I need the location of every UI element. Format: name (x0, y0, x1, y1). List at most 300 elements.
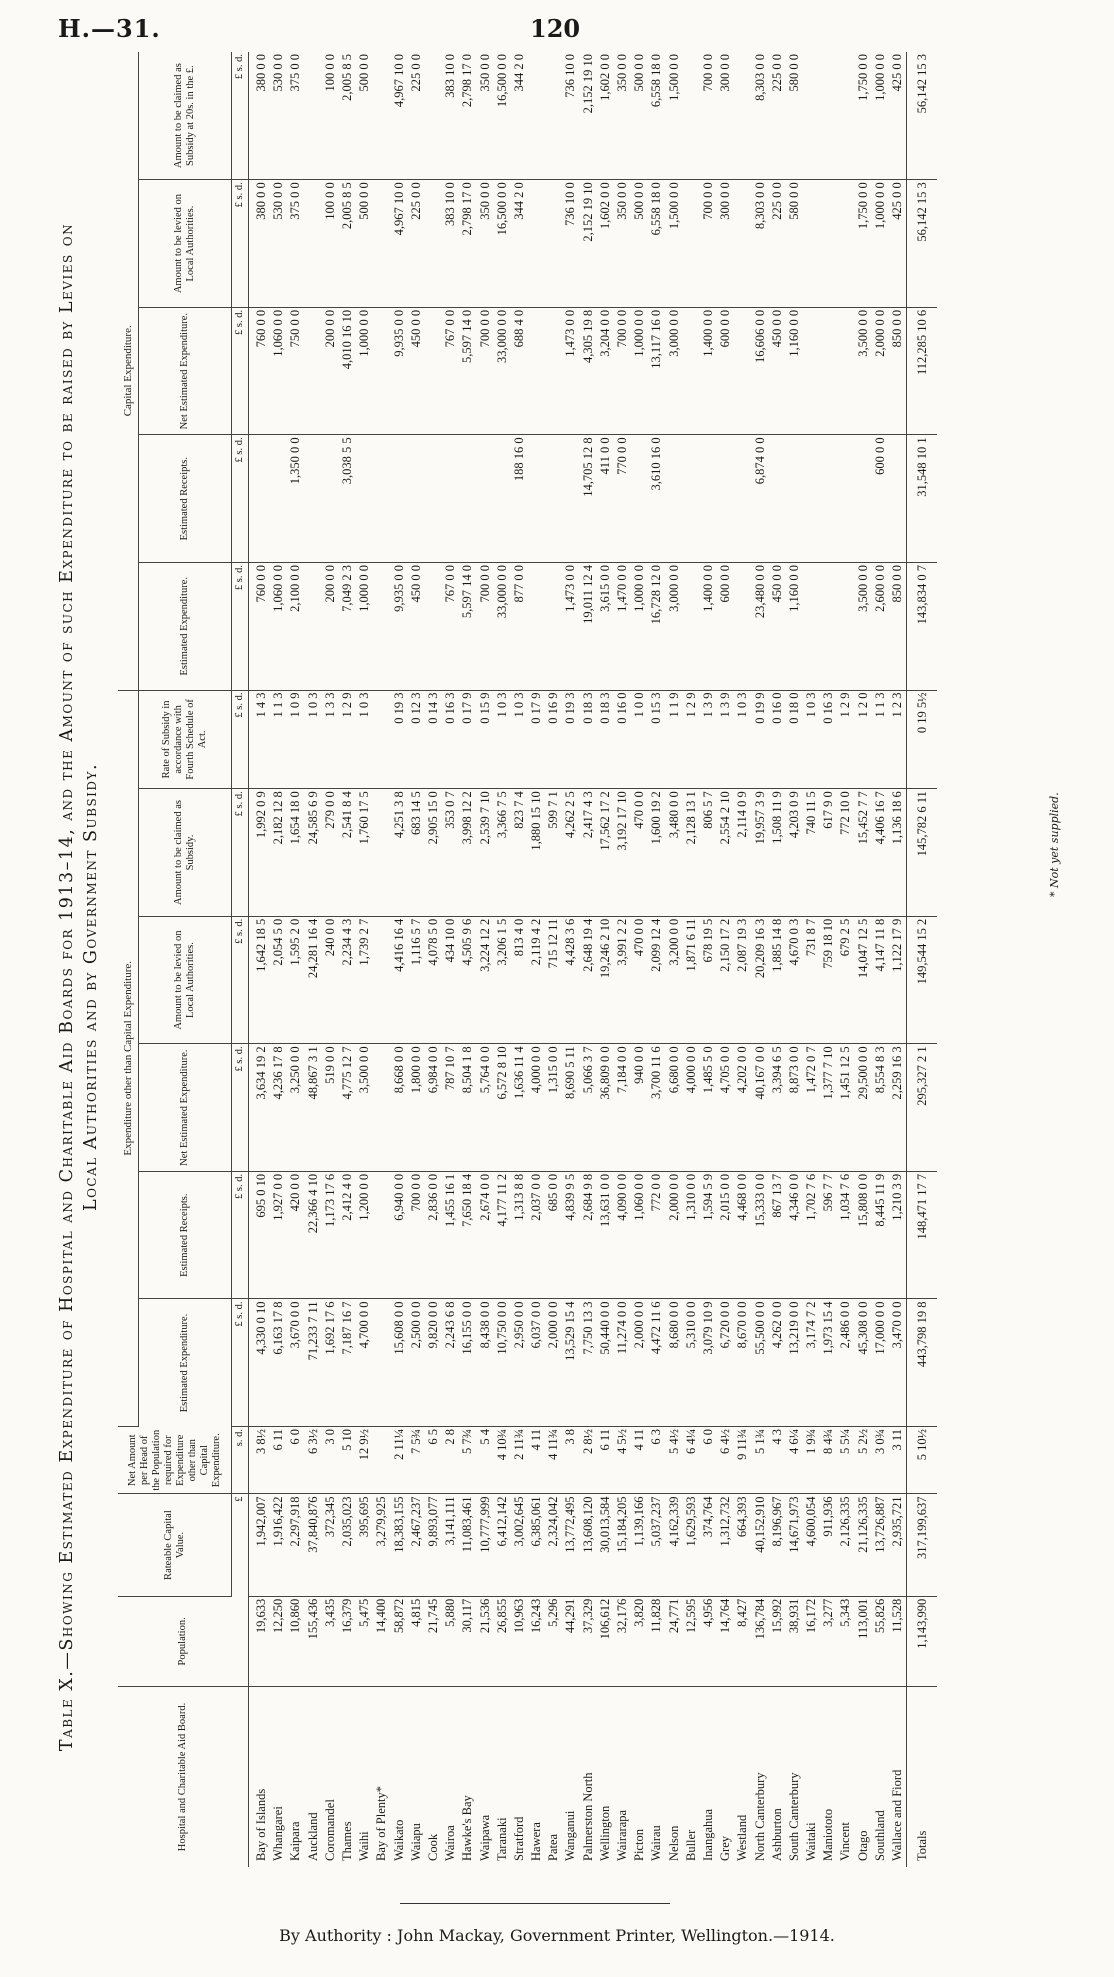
table-cell: 3,279,925 (373, 1494, 390, 1596)
table-cell: 1,595 2 0 (287, 916, 304, 1044)
table-cell: 1 0 3 (511, 690, 528, 789)
totals-cell: 317,199,637 (907, 1494, 938, 1596)
board-name: Wairau (649, 1825, 664, 1861)
table-cell: 500 0 0 (356, 180, 373, 308)
board-name: Auckland (305, 1812, 320, 1861)
table-cell: 344 2 0 (511, 52, 528, 180)
table-cell: 5,296 (545, 1596, 562, 1686)
table-cell: 1,173 17 6 (322, 1171, 339, 1299)
table-cell: 715 12 11 (545, 916, 562, 1044)
table-cell: 2 11¼ (391, 1427, 408, 1494)
table-cell: 1,136 18 6 (889, 789, 907, 917)
board-name: Wairarapa (615, 1809, 630, 1861)
table-cell: 2,005 8 5 (339, 180, 356, 308)
table-cell (373, 562, 390, 690)
unit-pound: £ (232, 1494, 249, 1596)
table-row (528, 52, 545, 1867)
table-cell (373, 1044, 390, 1172)
table-cell: 700 0 0 (700, 180, 717, 308)
board-name: Southland (872, 1810, 887, 1861)
table-cell: 16,379 (339, 1596, 356, 1686)
table-cell: 425 0 0 (889, 180, 907, 308)
table-cell: 1 0 3 (356, 690, 373, 789)
table-cell: 3 11 (889, 1427, 907, 1494)
table-cell: 20,209 16 3 (751, 916, 768, 1044)
table-cell: 420 0 0 (287, 1171, 304, 1299)
table-cell (820, 52, 837, 180)
table-cell (889, 435, 907, 563)
table-cell: 200 0 0 (322, 562, 339, 690)
table-cell: 1,160 0 0 (786, 307, 803, 435)
table-cell: 1 1 3 (872, 690, 889, 789)
col-header-other-net-expenditure: Net Estimated Expenditure. (139, 1044, 232, 1172)
table-cell (837, 562, 854, 690)
table-cell: 1,472 0 7 (803, 1044, 820, 1172)
table-cell: 33,000 0 0 (494, 307, 511, 435)
table-cell (786, 435, 803, 563)
table-cell: 1,500 0 0 (666, 52, 683, 180)
table-row (270, 52, 287, 1867)
table-cell: 8,668 0 0 (391, 1044, 408, 1172)
table-cell: 6,558 18 0 (648, 52, 665, 180)
table-cell (734, 435, 751, 563)
table-cell: 500 0 0 (631, 52, 648, 180)
table-cell: 425 0 0 (889, 52, 907, 180)
table-cell: 279 0 0 (322, 789, 339, 917)
unit-money: £ s. d. (232, 435, 249, 563)
table-cell: 4,416 16 4 (391, 916, 408, 1044)
table-cell: 4,956 (700, 1596, 717, 1686)
table-cell: 4 10¾ (494, 1427, 511, 1494)
table-cell: 767 0 0 (442, 307, 459, 435)
table-cell: 823 7 4 (511, 789, 528, 917)
table-cell: 13,529 15 4 (562, 1299, 579, 1427)
table-cell: 1,973 15 4 (820, 1299, 837, 1427)
board-name: Waipawa (477, 1814, 492, 1861)
table-cell: 5,037,237 (648, 1494, 665, 1596)
table-cell: 0 16 9 (545, 690, 562, 789)
totals-cell: 148,471 17 7 (907, 1171, 938, 1299)
table-cell: 770 0 0 (614, 435, 631, 563)
table-cell: 2,935,721 (889, 1494, 907, 1596)
table-cell (373, 435, 390, 563)
table-cell: 3,204 0 0 (597, 307, 614, 435)
table-cell: 2,152 19 10 (580, 52, 597, 180)
table-cell: 4,078 5 0 (425, 916, 442, 1044)
table-cell: 3,224 12 2 (476, 916, 493, 1044)
table-cell: 4,600,054 (803, 1494, 820, 1596)
table-cell (545, 435, 562, 563)
table-cell: 4 11 (528, 1427, 545, 1494)
expenditure-table (118, 52, 937, 1867)
table-cell: 1,000 0 0 (872, 52, 889, 180)
table-cell: 2,950 0 0 (511, 1299, 528, 1427)
table-cell: 3 0¾ (872, 1427, 889, 1494)
board-name: Thames (340, 1821, 355, 1861)
table-cell: 3,610 16 0 (648, 435, 665, 563)
table-cell: 1,642 18 5 (249, 916, 271, 1044)
table-cell: 2,648 19 4 (580, 916, 597, 1044)
totals-cell: 149,544 15 2 (907, 916, 938, 1044)
table-cell (769, 435, 786, 563)
table-cell: 0 18 0 (786, 690, 803, 789)
table-cell: 11,828 (648, 1596, 665, 1686)
table-cell: 736 10 0 (562, 52, 579, 180)
board-name: North Canterbury (752, 1772, 767, 1861)
totals-cell: 56,142 15 3 (907, 52, 938, 180)
table-cell: 3,000 0 0 (666, 307, 683, 435)
table-cell: 1,060 0 0 (270, 307, 287, 435)
table-cell: 2,005 8 5 (339, 52, 356, 180)
table-cell: 15,333 0 0 (751, 1171, 768, 1299)
table-cell: 8,690 5 11 (562, 1044, 579, 1172)
table-cell: 3,174 7 2 (803, 1299, 820, 1427)
table-cell: 13,117 16 0 (648, 307, 665, 435)
table-cell: 1 2 9 (339, 690, 356, 789)
table-cell: 1 1 3 (270, 690, 287, 789)
table-cell: 300 0 0 (717, 52, 734, 180)
unit-money: £ s. d. (232, 690, 249, 789)
table-cell: 12,250 (270, 1596, 287, 1686)
table-cell: 11,083,461 (459, 1494, 476, 1596)
table-cell: 1,060 0 0 (631, 1171, 648, 1299)
table-cell: 2,087 19 3 (734, 916, 751, 1044)
table-cell: 0 19 3 (562, 690, 579, 789)
table-cell: 15,452 7 7 (855, 789, 872, 917)
table-cell: 16,606 0 0 (751, 307, 768, 435)
table-cell: 688 4 0 (511, 307, 528, 435)
table-cell: 6 0 (287, 1427, 304, 1494)
table-cell: 30,013,584 (597, 1494, 614, 1596)
col-header-board: Hospital and Charitable Aid Board. (118, 1686, 249, 1867)
table-cell: 19,011 12 4 (580, 562, 597, 690)
unit-money: £ s. d. (232, 789, 249, 917)
table-cell: 740 11 5 (803, 789, 820, 917)
table-cell: 4,705 0 0 (717, 1044, 734, 1172)
table-cell: 6,572 8 10 (494, 1044, 511, 1172)
table-cell (717, 435, 734, 563)
table-cell (528, 562, 545, 690)
board-name: Waiapu (408, 1823, 423, 1861)
table-cell: 3 8½ (249, 1427, 271, 1494)
table-cell: 8,680 0 0 (666, 1299, 683, 1427)
table-cell: 16,155 0 0 (459, 1299, 476, 1427)
table-row (391, 52, 408, 1867)
table-cell: 580 0 0 (786, 52, 803, 180)
table-cell: 3,000 0 0 (666, 562, 683, 690)
board-name: Kaipara (288, 1821, 303, 1861)
table-cell: 1,500 0 0 (666, 180, 683, 308)
table-cell (803, 307, 820, 435)
table-cell: 8,427 (734, 1596, 751, 1686)
table-cell: 8,504 1 8 (459, 1044, 476, 1172)
table-cell: 3,366 7 5 (494, 789, 511, 917)
group-header-capital: Capital Expenditure. (118, 52, 139, 690)
table-cell: 15,184,205 (614, 1494, 631, 1596)
table-cell: 3,500 0 0 (356, 1044, 373, 1172)
table-cell: 100 0 0 (322, 52, 339, 180)
table-cell: 5,597 14 0 (459, 307, 476, 435)
table-cell: 4,262 0 0 (769, 1299, 786, 1427)
table-cell: 1,210 3 9 (889, 1171, 907, 1299)
table-cell: 767 0 0 (442, 562, 459, 690)
table-cell: 6,874 0 0 (751, 435, 768, 563)
table-cell: 2,684 9 8 (580, 1171, 597, 1299)
table-cell: 4,472 11 6 (648, 1299, 665, 1427)
board-name: Wellington (597, 1805, 612, 1861)
table-cell: 2,674 0 0 (476, 1171, 493, 1299)
table-row (700, 52, 717, 1867)
table-cell: 23,480 0 0 (751, 562, 768, 690)
table-cell (373, 1299, 390, 1427)
table-cell: 14,671,973 (786, 1494, 803, 1596)
table-cell: 4,147 11 8 (872, 916, 889, 1044)
board-name: Hawke's Bay (460, 1795, 475, 1861)
col-header-subsidy-rate: Rate of Subsidy in accordance with Fourth Schedule of Act. (139, 690, 232, 789)
table-cell: 11,274 0 0 (614, 1299, 631, 1427)
table-body (249, 52, 938, 1867)
table-cell (683, 435, 700, 563)
table-cell: 0 17 9 (459, 690, 476, 789)
table-cell: 7 5¾ (408, 1427, 425, 1494)
table-cell: 4,305 19 8 (580, 307, 597, 435)
table-cell: 37,329 (580, 1596, 597, 1686)
table-cell: 38,931 (786, 1596, 803, 1686)
board-name: Picton (632, 1829, 647, 1861)
table-row (855, 52, 872, 1867)
table-cell: 599 7 1 (545, 789, 562, 917)
table-cell: 1,315 0 0 (545, 1044, 562, 1172)
table-cell: 1,470 0 0 (614, 562, 631, 690)
board-name: South Canterbury (786, 1772, 801, 1861)
table-cell: 4,010 16 10 (339, 307, 356, 435)
table-cell: 1,880 15 10 (528, 789, 545, 917)
table-cell: 8,303 0 0 (751, 52, 768, 180)
table-cell: 15,608 0 0 (391, 1299, 408, 1427)
table-row (476, 52, 493, 1867)
table-row (597, 52, 614, 1867)
board-name: Bay of Plenty* (374, 1786, 389, 1861)
table-cell (545, 307, 562, 435)
table-cell: 16,243 (528, 1596, 545, 1686)
table-cell: 8,445 11 9 (872, 1171, 889, 1299)
table-cell: 4,505 9 6 (459, 916, 476, 1044)
table-cell: 45,308 0 0 (855, 1299, 872, 1427)
table-cell: 17,000 0 0 (872, 1299, 889, 1427)
table-cell: 0 19 3 (391, 690, 408, 789)
table-cell: 10,750 0 0 (494, 1299, 511, 1427)
table-cell: 106,612 (597, 1596, 614, 1686)
table-cell: 850 0 0 (889, 562, 907, 690)
table-cell: 530 0 0 (270, 52, 287, 180)
table-cell: 6,037 0 0 (528, 1299, 545, 1427)
table-cell: 0 16 3 (442, 690, 459, 789)
table-cell (408, 435, 425, 563)
table-cell: 113,001 (855, 1596, 872, 1686)
totals-cell: 145,782 6 11 (907, 789, 938, 917)
table-cell: 5,066 3 7 (580, 1044, 597, 1172)
table-row (545, 52, 562, 1867)
table-cell: 155,436 (305, 1596, 322, 1686)
table-cell: 450 0 0 (769, 562, 786, 690)
table-cell: 1,654 18 0 (287, 789, 304, 917)
table-cell: 1,451 12 5 (837, 1044, 854, 1172)
table-cell: 240 0 0 (322, 916, 339, 1044)
table-cell: 1,594 5 9 (700, 1171, 717, 1299)
table-cell (249, 435, 271, 563)
table-cell: 500 0 0 (631, 180, 648, 308)
table-cell: 5,475 (356, 1596, 373, 1686)
table-cell: 1 2 3 (889, 690, 907, 789)
table-cell: 1,739 2 7 (356, 916, 373, 1044)
table-cell: 700 0 0 (476, 307, 493, 435)
table-cell: 300 0 0 (717, 180, 734, 308)
col-header-capital-net-expenditure: Net Estimated Expenditure. (139, 307, 232, 435)
table-cell: 2 8 (442, 1427, 459, 1494)
table-cell: 1,885 14 8 (769, 916, 786, 1044)
board-name: Nelson (666, 1825, 681, 1861)
board-name: Otago (855, 1830, 870, 1861)
table-cell: 1,942,007 (249, 1494, 271, 1596)
table-cell: 617 9 0 (820, 789, 837, 917)
table-cell: 8,873 0 0 (786, 1044, 803, 1172)
table-cell: 12 9½ (356, 1427, 373, 1494)
board-name: Maniototo (821, 1808, 836, 1861)
board-name: Waihi (357, 1831, 372, 1861)
table-cell (820, 180, 837, 308)
table-cell: 3,192 17 10 (614, 789, 631, 917)
table-cell: 4,177 11 2 (494, 1171, 511, 1299)
table-cell: 3,615 0 0 (597, 562, 614, 690)
table-cell: 29,500 0 0 (855, 1044, 872, 1172)
table-cell (373, 1427, 390, 1494)
table-row (786, 52, 803, 1867)
table-row (580, 52, 597, 1867)
table-cell: 2,234 4 3 (339, 916, 356, 1044)
table-row (425, 52, 442, 1867)
table-cell: 4 5½ (614, 1427, 631, 1494)
table-cell: 1,508 11 9 (769, 789, 786, 917)
table-row (683, 52, 700, 1867)
table-cell: 0 16 0 (769, 690, 786, 789)
table-cell: 13,608,120 (580, 1494, 597, 1596)
table-cell: 353 0 7 (442, 789, 459, 917)
table-cell: 2,150 17 2 (717, 916, 734, 1044)
table-cell: 344 2 0 (511, 180, 528, 308)
table-cell: 700 0 0 (700, 52, 717, 180)
table-cell: 1,927 0 0 (270, 1171, 287, 1299)
table-cell: 813 4 0 (511, 916, 528, 1044)
table-row (339, 52, 356, 1867)
table-cell: 700 0 0 (476, 562, 493, 690)
table-cell: 1 1 9 (666, 690, 683, 789)
table-cell: 2,554 2 10 (717, 789, 734, 917)
table-cell: 350 0 0 (476, 180, 493, 308)
board-name: Hawera (529, 1822, 544, 1861)
col-header-capital-subsidy: Amount to be claimed as Subsidy at 20s. in the £. (139, 52, 232, 180)
board-name: Cook (425, 1833, 440, 1861)
table-cell: 10,860 (287, 1596, 304, 1686)
table-cell (803, 180, 820, 308)
board-name: Wairoa (443, 1825, 458, 1861)
table-row (734, 52, 751, 1867)
table-cell: 136,784 (751, 1596, 768, 1686)
table-cell: 350 0 0 (614, 52, 631, 180)
board-name: Inangahua (700, 1808, 715, 1861)
table-cell: 2,486 0 0 (837, 1299, 854, 1427)
table-cell: 4,162,339 (666, 1494, 683, 1596)
table-cell: 1,377 7 10 (820, 1044, 837, 1172)
table-cell: 4,090 0 0 (614, 1171, 631, 1299)
table-cell: 4,775 12 7 (339, 1044, 356, 1172)
table-cell: 21,745 (425, 1596, 442, 1686)
table-cell: 0 17 9 (528, 690, 545, 789)
table-cell: 19,246 2 10 (597, 916, 614, 1044)
table-cell: 1 4 3 (249, 690, 271, 789)
col-header-capital-value: Rateable Capital Value. (118, 1494, 232, 1596)
table-cell: 2,500 0 0 (408, 1299, 425, 1427)
table-cell: 2,324,042 (545, 1494, 562, 1596)
table-cell (837, 435, 854, 563)
table-cell: 16,172 (803, 1596, 820, 1686)
table-cell: 596 7 7 (820, 1171, 837, 1299)
table-cell: 3,700 11 6 (648, 1044, 665, 1172)
table-cell: 4 11¾ (545, 1427, 562, 1494)
table-cell: 2,412 4 0 (339, 1171, 356, 1299)
table-cell: 2,600 0 0 (872, 562, 889, 690)
table-cell: 9,893,077 (425, 1494, 442, 1596)
table-cell: 2,114 0 9 (734, 789, 751, 917)
table-cell: 3,038 5 5 (339, 435, 356, 563)
col-header-other-subsidy: Amount to be claimed as Subsidy. (139, 789, 232, 917)
table-cell: 14,705 12 8 (580, 435, 597, 563)
board-name: Waitaki (804, 1822, 819, 1861)
table-cell: 383 10 0 (442, 180, 459, 308)
table-cell (425, 52, 442, 180)
board-name: Wanganui (563, 1810, 578, 1861)
table-cell: 850 0 0 (889, 307, 907, 435)
table-cell: 1,692 17 6 (322, 1299, 339, 1427)
table-cell: 1,034 7 6 (837, 1171, 854, 1299)
table-cell: 5 4 (476, 1427, 493, 1494)
board-name: Waikato (391, 1819, 406, 1861)
board-name: Grey (718, 1836, 733, 1861)
table-cell (683, 52, 700, 180)
table-cell: 1,116 5 7 (408, 916, 425, 1044)
table-cell: 1,602 0 0 (597, 180, 614, 308)
table-cell: 14,764 (717, 1596, 734, 1686)
table-cell: 3,470 0 0 (889, 1299, 907, 1427)
table-row (322, 52, 339, 1867)
table-cell: 4,202 0 0 (734, 1044, 751, 1172)
table-cell: 15,808 0 0 (855, 1171, 872, 1299)
table-cell (837, 180, 854, 308)
table-cell: 4 11 (631, 1427, 648, 1494)
table-cell: 1,455 16 1 (442, 1171, 459, 1299)
table-cell: 0 18 3 (580, 690, 597, 789)
table-cell: 13,726,887 (872, 1494, 889, 1596)
table-cell: 6 11 (597, 1427, 614, 1494)
table-cell: 9,935 0 0 (391, 307, 408, 435)
table-cell (391, 435, 408, 563)
table-cell: 5,343 (837, 1596, 854, 1686)
table-cell: 1,310 0 0 (683, 1171, 700, 1299)
totals-row (907, 52, 938, 1867)
table-cell: 71,233 7 11 (305, 1299, 322, 1427)
table-cell: 600 0 0 (717, 307, 734, 435)
table-cell: 6 11 (270, 1427, 287, 1494)
table-cell: 1,000 0 0 (356, 562, 373, 690)
